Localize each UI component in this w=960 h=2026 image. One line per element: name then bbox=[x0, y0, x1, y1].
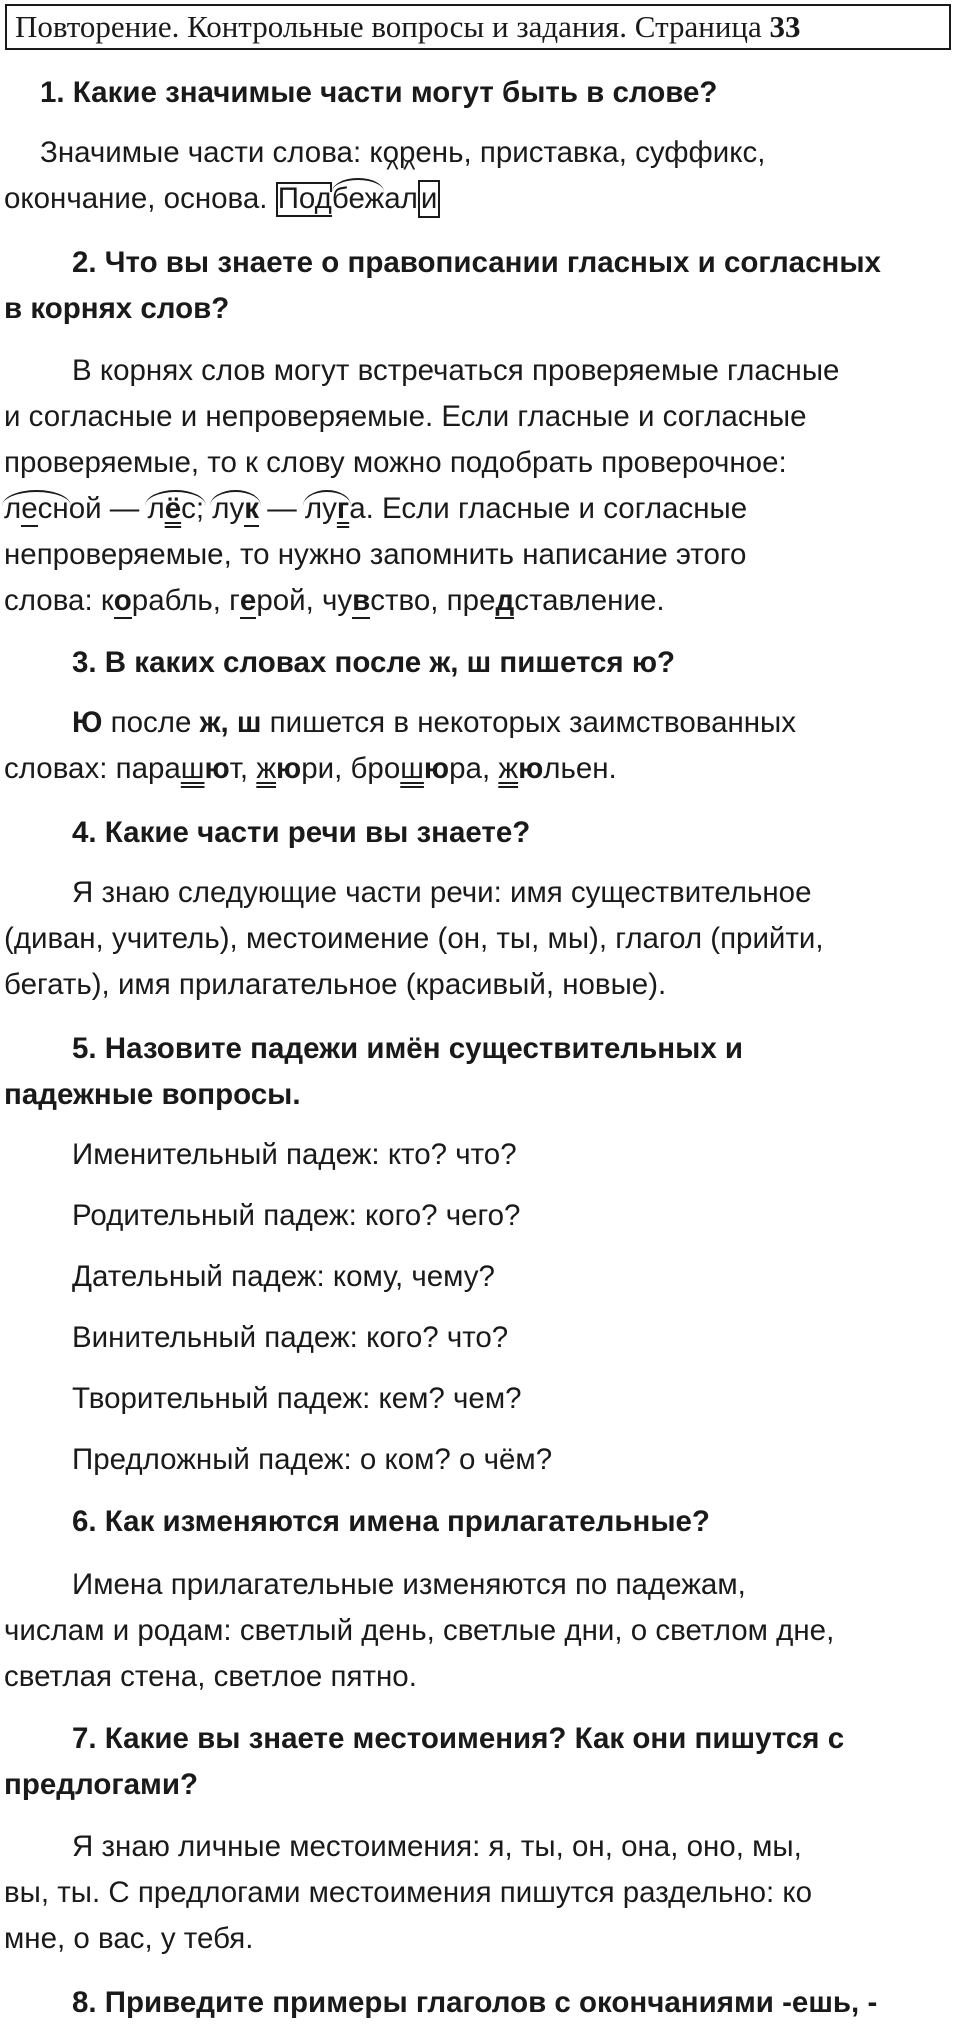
consonant-double-underlined: ш bbox=[400, 752, 424, 785]
answer-2-line-4 bbox=[4, 486, 952, 532]
root-lesnoy bbox=[4, 486, 69, 532]
text: рой, чу bbox=[256, 584, 353, 617]
question-7-line-1: 7. Какие вы знаете местоимения? Как они пишутся с bbox=[72, 1722, 845, 1755]
text: словах: пара bbox=[4, 752, 181, 785]
answer-6 bbox=[4, 1562, 952, 1700]
answer-6-line-2: числам и родам: светлый день, светлые дни, о светлом дне, bbox=[4, 1614, 835, 1647]
consonant-double-underlined: г bbox=[336, 492, 350, 525]
case-item-6: Предложный падеж: о ком? о чём? bbox=[72, 1443, 553, 1476]
answer-1-line-1: Значимые части слова: корень, приставка, суффикс, bbox=[40, 136, 766, 169]
question-7-line-2: предлогами? bbox=[4, 1768, 199, 1801]
text: а. bbox=[349, 492, 374, 525]
answer-6-line-3: светлая стена, светлое пятно. bbox=[4, 1660, 417, 1693]
morpheme-suffix: ^ а bbox=[384, 176, 400, 222]
answer-3-line-1 bbox=[4, 700, 952, 746]
text: ой — bbox=[68, 492, 140, 525]
vowel-bold: ю bbox=[204, 752, 230, 785]
morpheme-suffix-2: ^ л bbox=[401, 176, 418, 222]
text-bold: Ю bbox=[72, 706, 103, 739]
text: ство, пре bbox=[370, 584, 496, 617]
answer-1-line-2-text: окончание, основа. bbox=[4, 182, 268, 215]
answer-7-line-3: мне, о вас, у тебя. bbox=[4, 1922, 254, 1955]
text: пишется в некоторых заимствованных bbox=[261, 706, 797, 739]
case-item-5: Творительный падеж: кем? чем? bbox=[72, 1382, 522, 1415]
answer-4 bbox=[4, 870, 952, 1008]
question-2-line-1: 2. Что вы знаете о правописании гласных и согласных bbox=[72, 246, 881, 279]
question-1: 1. Какие значимые части могут быть в слове? bbox=[40, 76, 718, 109]
root-luga bbox=[305, 486, 349, 532]
text: лу bbox=[304, 492, 337, 525]
vowel-underlined: о bbox=[113, 584, 132, 617]
case-item-4: Винительный падеж: кого? что? bbox=[72, 1321, 509, 1354]
text: Если гласные и согласные bbox=[373, 492, 748, 525]
question-4: 4. Какие части речи вы знаете? bbox=[72, 816, 531, 849]
answer-2-line-6 bbox=[4, 578, 952, 624]
text: после bbox=[102, 706, 200, 739]
question-5 bbox=[4, 1026, 952, 1118]
consonant-double-underlined: ж bbox=[498, 752, 519, 785]
answer-1 bbox=[4, 130, 952, 222]
vowel-underlined: е bbox=[21, 492, 38, 525]
answer-3 bbox=[4, 700, 952, 792]
text: л bbox=[147, 492, 165, 525]
vowel-bold: ю bbox=[518, 752, 544, 785]
answer-7-line-1: Я знаю личные местоимения: я, ты, он, она, оно, мы, bbox=[72, 1830, 802, 1863]
vowel-underlined: е bbox=[239, 584, 257, 617]
header-page-number: 33 bbox=[769, 9, 801, 44]
answer-2-line-2: и согласные и непроверяемые. Если гласные и согласные bbox=[4, 400, 807, 433]
consonant-double-underlined: ш bbox=[180, 752, 205, 785]
text: рабль, г bbox=[131, 584, 240, 617]
header-title: Повторение. Контрольные вопросы и задания. Страница bbox=[15, 9, 762, 44]
morpheme-root: беж bbox=[332, 176, 384, 222]
answer-6-line-1: Имена прилагательные изменяются по падежам, bbox=[72, 1568, 746, 1601]
answer-4-line-1: Я знаю следующие части речи: имя существительное bbox=[72, 876, 812, 909]
answer-7-line-2: вы, ты. С предлогами местоимения пишутся раздельно: ко bbox=[4, 1876, 813, 1909]
answer-3-line-2 bbox=[4, 746, 952, 792]
consonant-underlined: в bbox=[352, 584, 371, 617]
vowel-double-underlined: ё bbox=[164, 492, 182, 525]
answer-4-line-2: (диван, учитель), местоимение (он, ты, мы), глагол (прийти, bbox=[4, 922, 824, 955]
question-3: 3. В каких словах после ж, ш пишется ю? bbox=[72, 646, 676, 679]
answer-4-line-3: бегать), имя прилагательное (красивый, новые). bbox=[4, 968, 667, 1001]
question-2 bbox=[4, 240, 952, 332]
morpheme-ending: и bbox=[418, 180, 440, 218]
page-header bbox=[5, 4, 951, 50]
vowel-bold: ю bbox=[276, 752, 302, 785]
question-6: 6. Как изменяются имена прилагательные? bbox=[72, 1505, 710, 1538]
question-5-line-2: падежные вопросы. bbox=[4, 1078, 301, 1111]
text: ставление. bbox=[514, 584, 665, 617]
question-7 bbox=[4, 1716, 952, 1808]
question-5-line-1: 5. Назовите падежи имён существительных и bbox=[72, 1032, 744, 1065]
answer-2-line-3: проверяемые, то к слову можно подобрать проверочное: bbox=[4, 446, 787, 479]
text-bold: ж, ш bbox=[199, 706, 262, 739]
morpheme-example bbox=[276, 176, 441, 222]
text: сн bbox=[37, 492, 69, 525]
answer-2-line-1: В корнях слов могут встречаться проверяемые гласные bbox=[72, 354, 840, 387]
consonant-underlined: д bbox=[495, 584, 515, 617]
text: с; bbox=[181, 492, 205, 525]
answer-2 bbox=[4, 348, 952, 624]
text: льен. bbox=[543, 752, 617, 785]
text: ра, bbox=[449, 752, 499, 785]
answer-2-line-5: непроверяемые, то нужно запомнить написание этого bbox=[4, 538, 747, 571]
text: — bbox=[259, 492, 297, 525]
case-item-3: Дательный падеж: кому, чему? bbox=[72, 1260, 495, 1293]
vowel-bold: ю bbox=[423, 752, 450, 785]
answer-7 bbox=[4, 1824, 952, 1962]
question-2-line-2: в корнях слов? bbox=[4, 292, 230, 325]
text: ри, бро bbox=[301, 752, 401, 785]
consonant-underlined: к bbox=[244, 492, 260, 525]
text: л bbox=[4, 492, 22, 525]
text: лу bbox=[212, 492, 245, 525]
case-item-1: Именительный падеж: кто? что? bbox=[72, 1138, 517, 1171]
text: слова: к bbox=[4, 584, 114, 617]
root-les bbox=[147, 486, 204, 532]
question-8: 8. Приведите примеры глаголов с окончаниями -ешь, - bbox=[72, 1986, 878, 2019]
answer-1-line-2 bbox=[4, 176, 952, 222]
root-luk bbox=[212, 486, 259, 532]
consonant-double-underlined: ж bbox=[256, 752, 277, 785]
case-item-2: Родительный падеж: кого? чего? bbox=[72, 1199, 521, 1232]
text: т, bbox=[229, 752, 257, 785]
morpheme-prefix: Под bbox=[278, 176, 332, 222]
